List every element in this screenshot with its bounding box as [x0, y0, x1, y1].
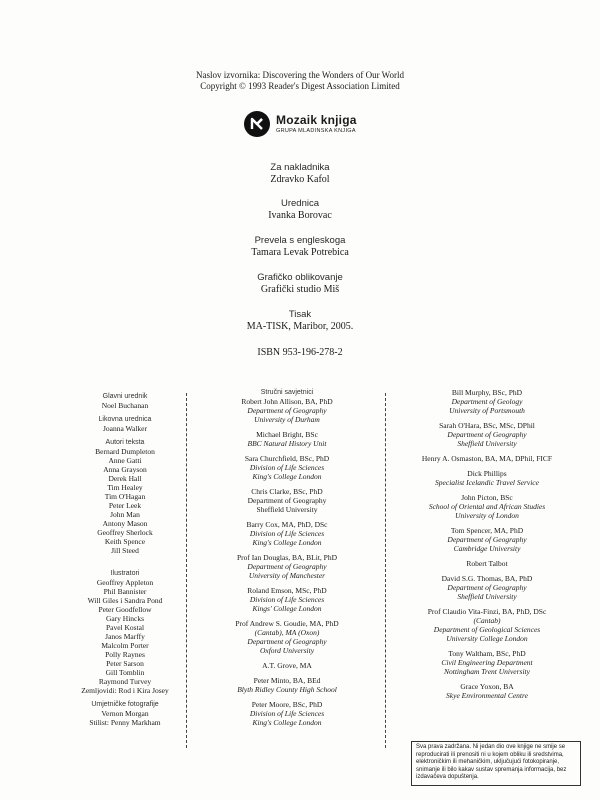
consultant-entry: [192, 619, 382, 655]
author: Tim O'Hagan: [104, 492, 146, 501]
consultant-name: Tony Waltham, BSc, PhD: [448, 649, 526, 658]
author: Derek Hall: [108, 474, 142, 483]
illustrator: Peter Sarson: [106, 659, 144, 668]
publisher-name: Mozaik knjiga: [276, 113, 357, 127]
illustrator: Will Giles i Sandra Pond: [87, 596, 163, 605]
consultant-name: Grace Yoxon, BA: [460, 682, 514, 691]
chief-editor-role: Glavni urednik: [102, 393, 148, 400]
consultant-name: Robert Talbot: [466, 559, 508, 568]
consultant-name: Bill Murphy, BSc, PhD: [451, 388, 523, 397]
consultant-name: Chris Clarke, BSc, PhD: [251, 487, 323, 496]
consultant-name: Peter Moore, BSc, PhD: [251, 700, 323, 709]
consultant-affiliation: Department of Geography: [447, 430, 527, 439]
consultant-entry: [192, 454, 382, 481]
consultant-affiliation: University of London: [455, 511, 519, 520]
consultant-affiliation: University of Manchester: [248, 571, 326, 580]
consultant-name: A.T. Grove, MA: [262, 661, 312, 670]
consultant-name: Prof Andrew S. Goudie, MA, PhD: [235, 619, 339, 628]
consultant-affiliation: Department of Geography: [247, 637, 327, 646]
credit-role: Tisak: [288, 309, 312, 320]
consultant-affiliation: Specialist Icelandic Travel Service: [435, 478, 539, 487]
consultant-name: John Picton, BSc: [461, 493, 513, 502]
consultant-name: Barry Cox, MA, PhD, DSc: [246, 520, 328, 529]
illustrator: Gary Hincks: [105, 614, 145, 623]
illustrator: Pavel Kostal: [105, 623, 145, 632]
consultant-entry: [392, 607, 582, 643]
consultant-entry: [192, 661, 382, 670]
credit-name: MA-TISK, Maribor, 2005.: [246, 321, 354, 332]
consultant-affiliation: Sheffield University: [256, 505, 318, 514]
consultant-name: Dick Phillips: [467, 469, 507, 478]
credit-name: Ivanka Borovac: [268, 210, 332, 221]
isbn: ISBN 953-196-278-2: [257, 347, 343, 358]
illustrator: Peter Goodfellow: [98, 605, 152, 614]
consultants-role: Stručni savjetnici: [260, 389, 314, 396]
credit-name: Grafički studio Miš: [260, 284, 340, 295]
consultant-entry: [192, 586, 382, 613]
consultant-affiliation: (Cantab): [473, 616, 501, 625]
credit-role: Urednica: [280, 198, 320, 209]
photographers-role: Umjetničke fotografije: [91, 701, 159, 708]
art-editor: Joanna Walker: [102, 424, 148, 433]
consultant-entry: [392, 469, 582, 487]
illustrator: Malcolm Porter: [101, 641, 149, 650]
consultant-affiliation: Department of Geology: [451, 397, 523, 406]
consultant-entry: [192, 553, 382, 580]
consultant-entry: [392, 526, 582, 553]
consultant-affiliation: Department of Geography: [447, 583, 527, 592]
consultant-affiliation: University College London: [446, 634, 528, 643]
consultant-affiliation: Sheffield University: [457, 592, 517, 601]
consultant-affiliation: Department of Geography: [447, 535, 527, 544]
author: Jill Steed: [111, 546, 139, 555]
consultant-name: Prof Ian Douglas, BA, BLit, PhD: [237, 553, 337, 562]
consultant-affiliation: (Cantab), MA (Oxon): [254, 628, 320, 637]
staff-column: [70, 392, 180, 727]
column-divider: [186, 393, 187, 748]
credit-block: [0, 235, 600, 259]
art-editor-role: Likovna urednica: [98, 416, 152, 423]
consultant-entry: [192, 487, 382, 514]
credit-name: Zdravko Kafol: [270, 174, 330, 185]
consultant-name: Robert John Allison, BA, PhD: [241, 397, 333, 406]
consultant-affiliation: Division of Life Sciences: [249, 595, 325, 604]
consultant-affiliation: BBC Natural History Unit: [247, 439, 327, 448]
credit-name: Tamara Levak Potrebica: [251, 247, 349, 258]
consultant-entry: [192, 430, 382, 448]
consultant-name: Henry A. Osmaston, BA, MA, DPhil, FICF: [421, 454, 553, 463]
credit-block: [0, 198, 600, 222]
consultant-entry: [392, 493, 582, 520]
author: Keith Spence: [104, 537, 146, 546]
illustrator: Gill Tomblin: [105, 668, 145, 677]
consultant-entry: [392, 649, 582, 676]
photographer: Stilist: Penny Markham: [89, 718, 161, 727]
consultant-affiliation: Department of Geography: [247, 406, 327, 415]
consultant-affiliation: King's College London: [252, 538, 322, 547]
consultant-affiliation: Division of Life Sciences: [249, 709, 325, 718]
consultant-affiliation: Division of Life Sciences: [249, 529, 325, 538]
source-info: [0, 70, 600, 92]
consultants-column: [392, 388, 582, 706]
consultant-affiliation: Nottingham Trent University: [444, 667, 530, 676]
credit-role: Za nakladnika: [270, 162, 330, 173]
publisher-group: GRUPA MLADINSKA KNJIGA: [276, 128, 356, 134]
consultant-affiliation: University of Durham: [254, 415, 320, 424]
consultant-affiliation: Blyth Ridley County High School: [237, 685, 337, 694]
consultant-affiliation: Cambridge University: [453, 544, 521, 553]
consultant-name: Sara Churchfield, BSc, PhD: [244, 454, 330, 463]
consultant-entry: [392, 421, 582, 448]
consultant-entry: [192, 520, 382, 547]
author: Tim Healey: [107, 483, 143, 492]
consultant-entry: [392, 682, 582, 700]
consultant-entry: [392, 388, 582, 415]
consultant-name: Prof Claudio Vita-Finzi, BA, PhD, DSc: [427, 607, 547, 616]
rights-notice: Sva prava zadržana. Ni jedan dio ove knjige ne smije se reproducirati ili prenositi ni u kojem obliku ili sredstvima, elektroničkim ili mehaničkim, uključujući fotokopiranje, snimanje ili bilo kakav sustav spremanja informacija, bez izdavačeva dopuštenja.: [411, 741, 581, 786]
consultant-affiliation: Department of Geography: [247, 562, 327, 571]
consultant-entry: [192, 676, 382, 694]
illustrators-role: Ilustratori: [110, 570, 140, 577]
consultant-name: Roland Emson, MSc, PhD: [247, 586, 327, 595]
consultant-affiliation: School of Oriental and African Studies: [428, 502, 546, 511]
illustrator: Polly Raynes: [105, 650, 145, 659]
consultant-name: David S.G. Thomas, BA, PhD: [441, 574, 533, 583]
consultant-name: Michael Bright, BSc: [256, 430, 318, 439]
consultant-entry: [192, 397, 382, 424]
consultant-affiliation: University of Portsmouth: [449, 406, 525, 415]
consultant-affiliation: King's College London: [252, 718, 322, 727]
consultant-entry: [392, 574, 582, 601]
mk-logo-icon: [244, 111, 270, 137]
credit-role: Grafičko oblikovanje: [257, 272, 343, 283]
consultant-affiliation: Skye Environmental Centre: [446, 691, 528, 700]
illustrator: Phil Bannister: [103, 587, 147, 596]
illustrator: Zemljovidi: Rod i Kira Josey: [81, 686, 169, 695]
copyright-line: Copyright © 1993 Reader's Digest Association Limited: [200, 81, 400, 91]
author: Peter Leek: [108, 501, 142, 510]
source-title: Naslov izvornika: Discovering the Wonders of Our World: [196, 70, 404, 80]
consultant-name: Sarah O'Hara, BSc, MSc, DPhil: [439, 421, 535, 430]
consultant-affiliation: King's College London: [252, 472, 322, 481]
author: Antony Mason: [102, 519, 148, 528]
illustrator: Janos Marffy: [105, 632, 145, 641]
author: Bernard Dumpleton: [95, 447, 155, 456]
author: Anne Gatti: [108, 456, 142, 465]
consultant-affiliation: Department of Geological Sciences: [433, 625, 541, 634]
author: Geoffrey Sherlock: [97, 528, 153, 537]
consultant-affiliation: Sheffield University: [457, 439, 517, 448]
author: John Man: [110, 510, 140, 519]
consultant-affiliation: Department of Geography: [247, 496, 327, 505]
column-divider: [385, 393, 386, 748]
consultant-affiliation: Division of Life Sciences: [249, 463, 325, 472]
chief-editor: Noel Buchanan: [101, 401, 149, 410]
consultant-affiliation: Civil Engineering Department: [441, 658, 533, 667]
consultant-entry: [392, 454, 582, 463]
photographer: Vernon Morgan: [101, 709, 149, 718]
consultant-name: Tom Spencer, MA, PhD: [450, 526, 524, 535]
consultant-name: Peter Minto, BA, BEd: [253, 676, 321, 685]
consultants-column: [192, 388, 382, 733]
illustrator: Geoffrey Appleton: [96, 578, 154, 587]
illustrator: Raymond Turvey: [98, 677, 152, 686]
credit-block: [0, 272, 600, 296]
authors-role: Autori teksta: [105, 439, 145, 446]
publisher-logo: [244, 111, 374, 141]
credit-block: [0, 162, 600, 186]
credit-block: [0, 309, 600, 333]
consultant-entry: [192, 700, 382, 727]
author: Anna Grayson: [103, 465, 147, 474]
consultant-entry: [392, 559, 582, 568]
consultant-affiliation: Oxford University: [259, 646, 315, 655]
credit-role: Prevela s engleskoga: [254, 235, 346, 246]
consultant-affiliation: Kings' College London: [252, 604, 322, 613]
